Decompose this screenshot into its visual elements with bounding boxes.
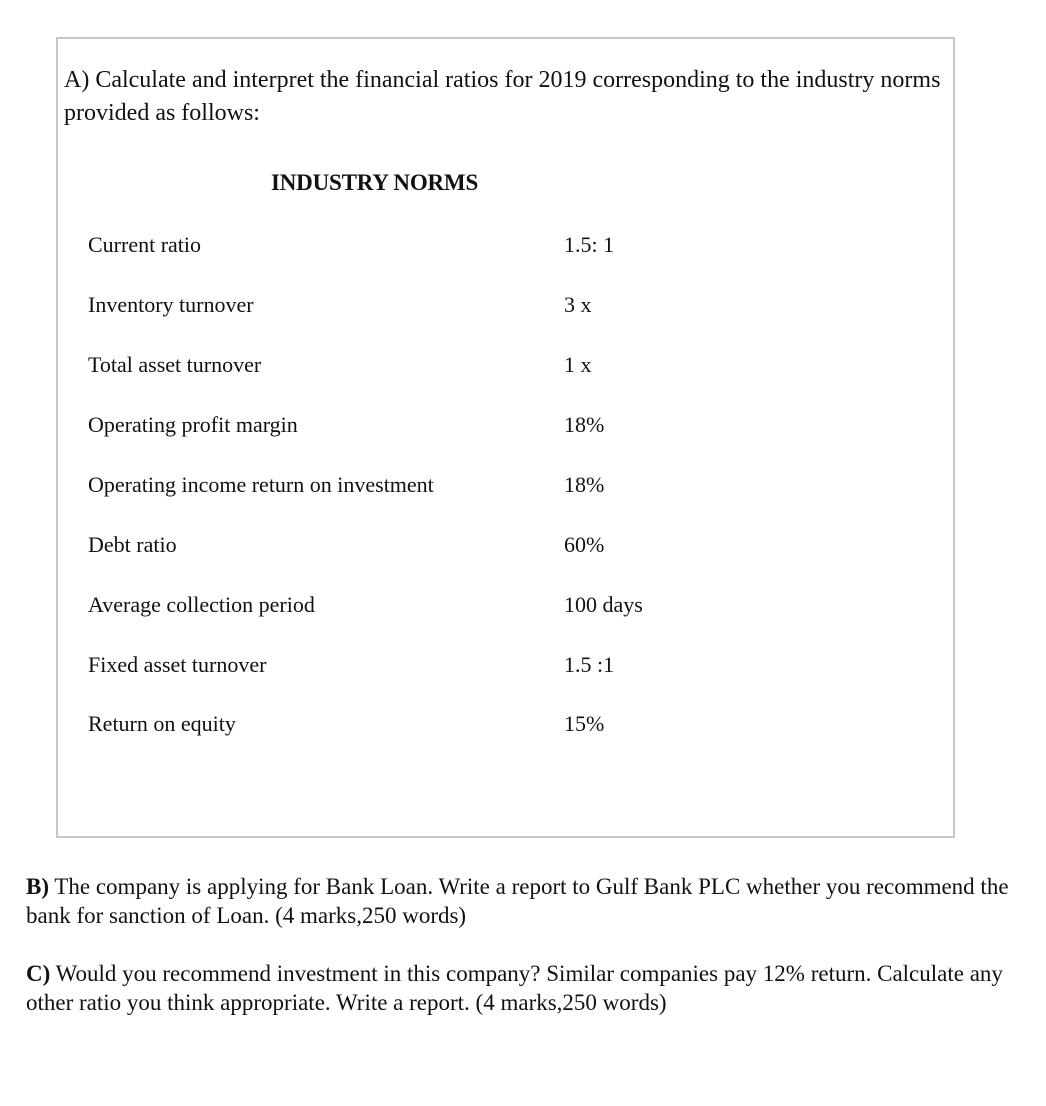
norm-value-operating-profit-margin: 18% <box>564 412 605 437</box>
norm-label-average-collection-period: Average collection period <box>88 592 315 617</box>
part-b-letter: B) <box>26 874 49 899</box>
norm-label-inventory-turnover: Inventory turnover <box>88 292 254 317</box>
norm-label-fixed-asset-turnover: Fixed asset turnover <box>88 652 267 677</box>
part-c-text: Would you recommend investment in this company? Similar companies pay 12% return. Calculate any other ratio you think appropriate. Write a report. (4 marks,250 words) <box>26 961 1003 1015</box>
norm-value-total-asset-turnover: 1 x <box>564 352 592 377</box>
norm-value-inventory-turnover: 3 x <box>564 292 592 317</box>
norm-value-debt-ratio: 60% <box>564 532 605 557</box>
norm-label-current-ratio: Current ratio <box>88 232 202 257</box>
norm-value-return-on-equity: 15% <box>564 711 605 736</box>
norm-label-total-asset-turnover: Total asset turnover <box>88 352 262 377</box>
norm-value-current-ratio: 1.5: 1 <box>564 232 615 257</box>
norm-label-operating-profit-margin: Operating profit margin <box>88 412 298 437</box>
part-c-letter: C) <box>26 961 51 986</box>
norm-value-fixed-asset-turnover: 1.5 :1 <box>564 652 615 677</box>
industry-norms-heading: INDUSTRY NORMS <box>271 170 479 195</box>
norm-value-average-collection-period: 100 days <box>564 592 643 617</box>
part-b-text: The company is applying for Bank Loan. Write a report to Gulf Bank PLC whether you recommend the bank for sanction of Loan. (4 marks,250 words) <box>26 874 1009 928</box>
part-c-question <box>26 959 1016 1017</box>
norm-label-operating-income-roi: Operating income return on investment <box>88 472 434 497</box>
part-a-intro: A) Calculate and interpret the financial ratios for 2019 corresponding to the industry norms provided as follows: <box>64 67 941 126</box>
norm-label-debt-ratio: Debt ratio <box>88 532 177 557</box>
norm-value-operating-income-roi: 18% <box>564 472 605 497</box>
part-b-question <box>26 872 1016 930</box>
norm-label-return-on-equity: Return on equity <box>88 711 236 736</box>
